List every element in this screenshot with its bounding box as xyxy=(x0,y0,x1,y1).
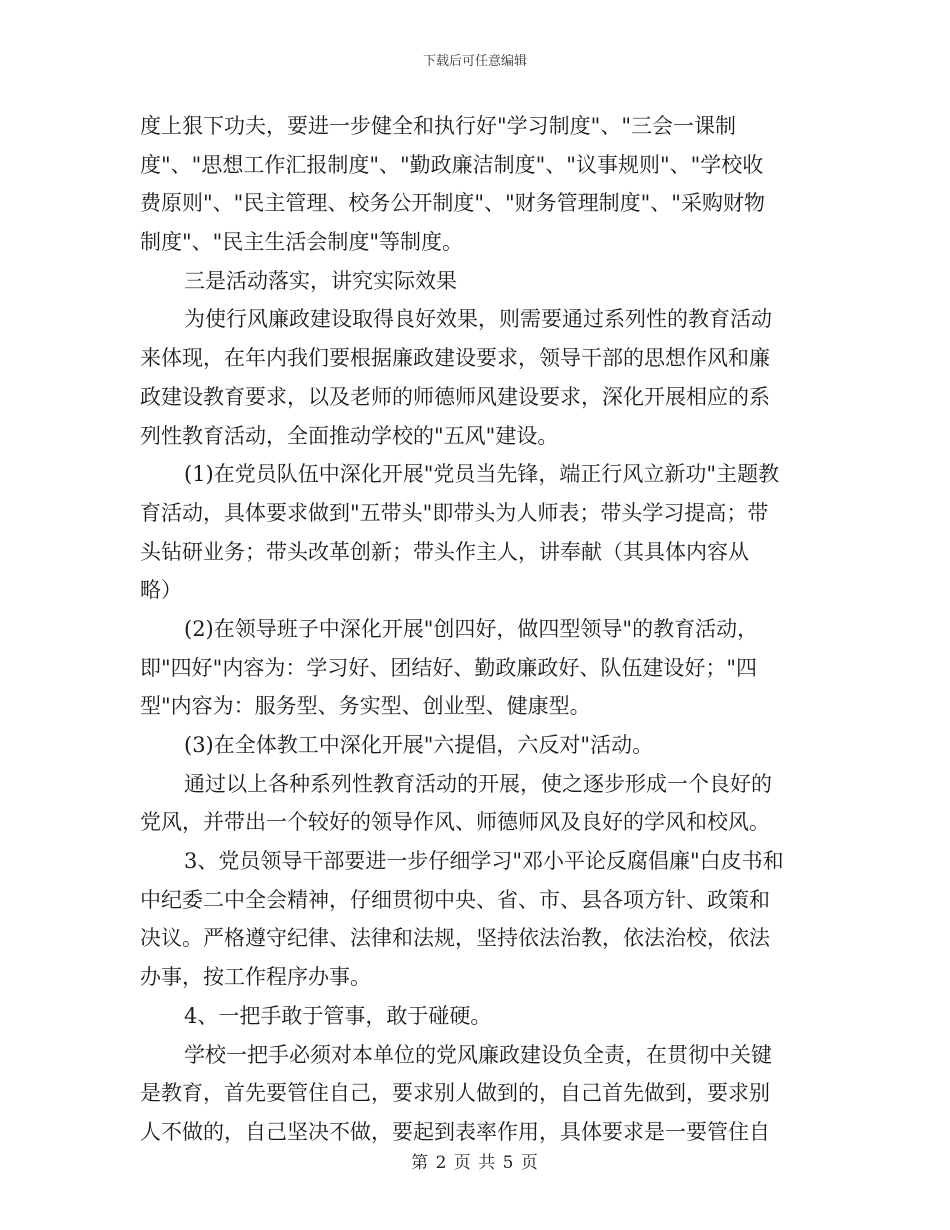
text-line: (1)在党员队伍中深化开展"党员当先锋，端正行风立新功"主题教 xyxy=(184,462,780,487)
text-line: 人不做的，自己坚决不做，要起到表率作用，具体要求是一要管住自 xyxy=(140,1119,770,1144)
text-line: 略） xyxy=(140,578,182,603)
text-line: 即"四好"内容为：学习好、团结好、勤政廉政好、队伍建设好；"四 xyxy=(140,655,757,680)
text-line: 来体现，在年内我们要根据廉政建设要求，领导干部的思想作风和廉 xyxy=(140,346,770,371)
text-line: 学校一把手必须对本单位的党风廉政建设负全责，在贯彻中关键 xyxy=(184,1042,772,1067)
text-line: 通过以上各种系列性教育活动的开展，使之逐步形成一个良好的 xyxy=(184,771,772,796)
text-line: 制度"、"民主生活会制度"等制度。 xyxy=(140,230,463,255)
text-line: 育活动，具体要求做到"五带头"即带头为人师表；带头学习提高；带 xyxy=(140,500,769,525)
text-line: 三是活动落实，讲究实际效果 xyxy=(184,268,457,293)
text-line: 党风，并带出一个较好的领导作风、师德师风及良好的学风和校风。 xyxy=(140,810,770,835)
text-line: 度"、"思想工作汇报制度"、"勤政廉洁制度"、"议事规则"、"学校收 xyxy=(140,152,764,177)
text-line: 为使行风廉政建设取得良好效果，则需要通过系列性的教育活动 xyxy=(184,307,772,332)
text-line: 决议。严格遵守纪律、法律和法规，坚持依法治教，依法治校，依法 xyxy=(140,926,770,951)
text-line: 4、一把手敢于管事，敢于碰硬。 xyxy=(184,1003,492,1028)
document-body xyxy=(140,107,812,1152)
text-line: 是教育，首先要管住自己，要求别人做到的，自己首先做到，要求别 xyxy=(140,1081,770,1106)
page-header: 下载后可任意编辑 xyxy=(422,54,527,69)
text-line: 列性教育活动，全面推动学校的"五风"建设。 xyxy=(140,423,559,448)
text-line: (3)在全体教工中深化开展"六提倡，六反对"活动。 xyxy=(184,733,654,757)
text-line: 型"内容为：服务型、务实型、创业型、健康型。 xyxy=(140,694,591,719)
text-line: (2)在领导班子中深化开展"创四好，做四型领导"的教育活动， xyxy=(184,616,759,641)
text-line: 办事，按工作程序办事。 xyxy=(140,965,371,990)
text-line: 中纪委二中全会精神，仔细贯彻中央、省、市、县各项方针、政策和 xyxy=(140,887,770,912)
text-line: 3、党员领导干部要进一步仔细学习"邓小平论反腐倡廉"白皮书和 xyxy=(184,849,784,874)
text-line: 度上狠下功夫，要进一步健全和执行好"学习制度"、"三会一课制 xyxy=(140,114,736,138)
page-footer: 第 2 页 共 5 页 xyxy=(411,1153,539,1173)
text-line: 费原则"、"民主管理、校务公开制度"、"财务管理制度"、"采购财物 xyxy=(140,191,765,216)
text-line: 政建设教育要求，以及老师的师德师风建设要求，深化开展相应的系 xyxy=(140,384,770,409)
text-line: 头钻研业务；带头改革创新；带头作主人，讲奉献（其具体内容从 xyxy=(140,539,749,564)
